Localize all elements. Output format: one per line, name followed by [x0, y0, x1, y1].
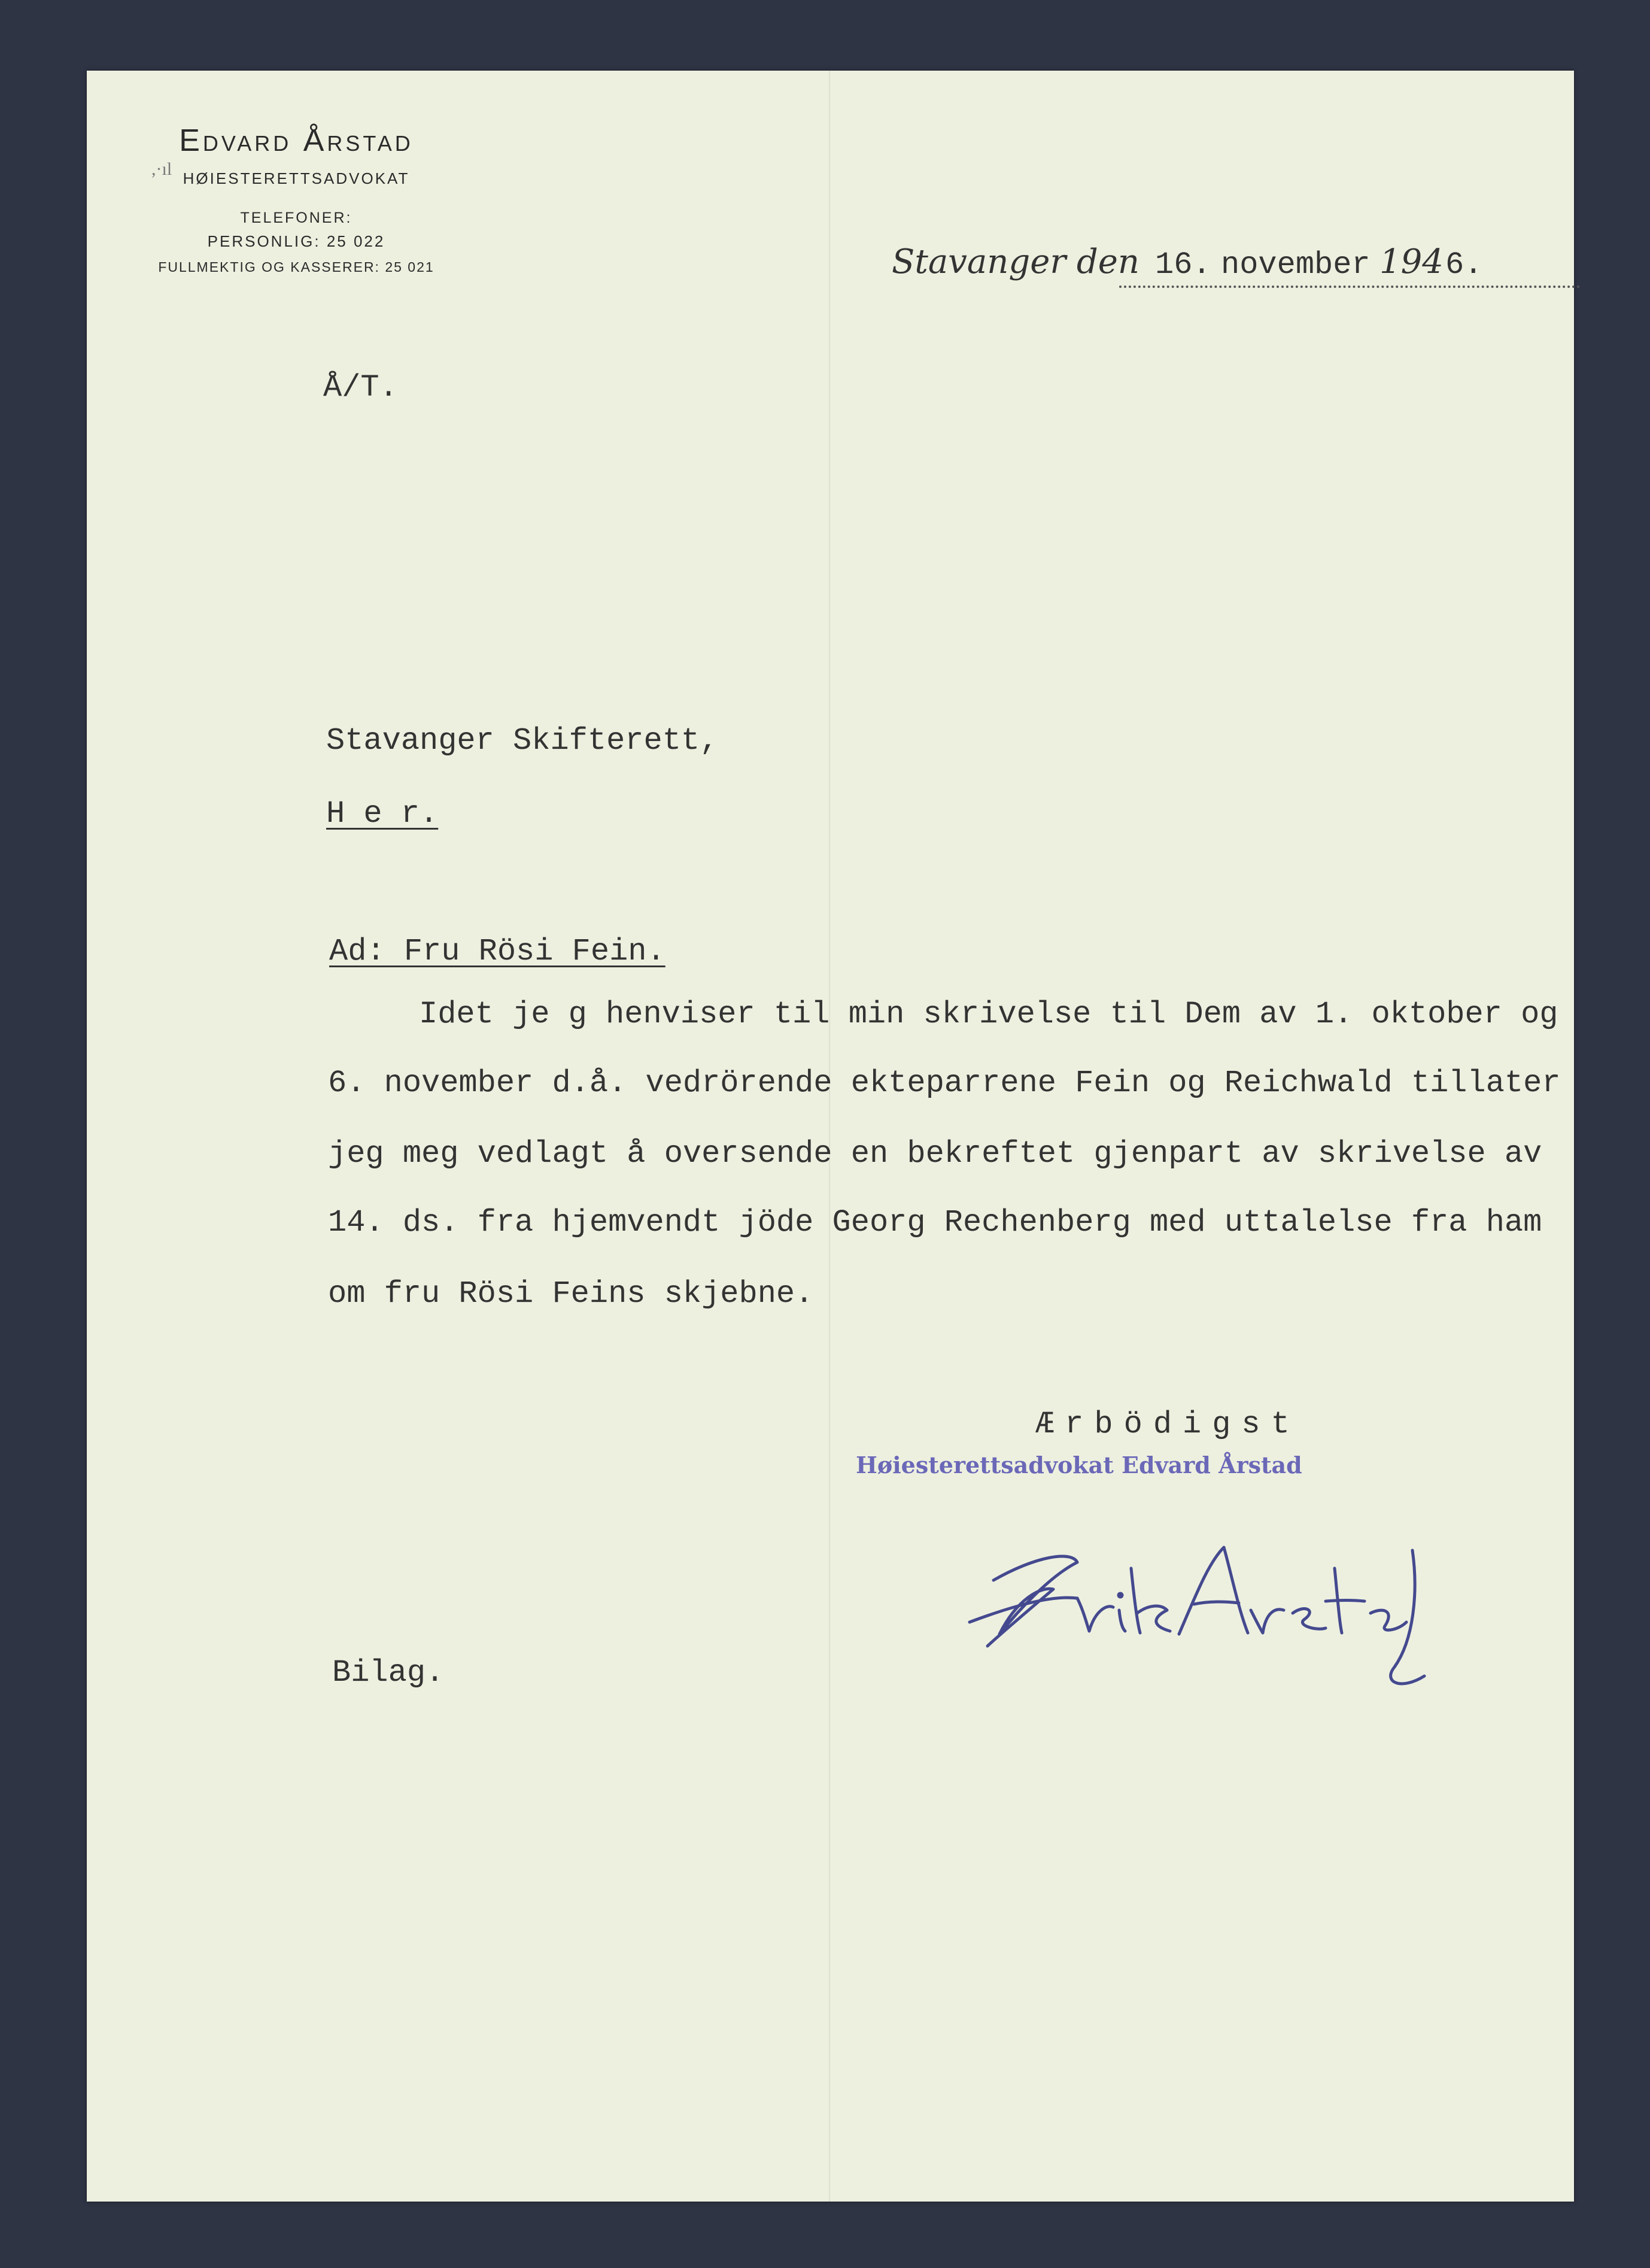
place-date-line — [808, 242, 1496, 296]
corner-pencil-mark: ,·ıl — [151, 159, 172, 179]
date-year-typed: 6. — [1445, 247, 1483, 283]
date-place-printed: Stavanger den — [892, 242, 1139, 281]
closing: Ærbödigst — [1035, 1407, 1300, 1442]
letterhead-name: Edvard Årstad — [179, 123, 414, 158]
reference-code: Å/T. — [323, 370, 398, 405]
letterhead-title: HØIESTERETTSADVOKAT — [183, 169, 410, 187]
ink-stamp: Høiesterettsadvokat Edvard Årstad — [856, 1452, 1302, 1478]
recipient-line-2: H e r. — [326, 796, 439, 831]
enclosure-note: Bilag. — [332, 1655, 445, 1690]
body-line-2: 6. november d.å. vedrörende ekteparrene Fein og Reichwald tillater — [328, 1065, 1561, 1101]
date-dotted-line — [1119, 286, 1580, 288]
letterhead-personlig: PERSONLIG: 25 022 — [207, 232, 385, 250]
date-month: november — [1221, 247, 1371, 283]
recipient-line-1: Stavanger Skifterett, — [326, 723, 719, 758]
handwritten-signature — [898, 1484, 1454, 1736]
letterhead-fullmektig: FULLMEKTIG OG KASSERER: 25 021 — [158, 259, 434, 275]
date-year-printed: 194 — [1379, 242, 1444, 281]
body-line-5: om fru Rösi Feins skjebne. — [328, 1276, 814, 1311]
subject-line: Ad: Fru Rösi Fein. — [329, 934, 666, 969]
body-line-4: 14. ds. fra hjemvendt jöde Georg Rechenberg med uttalelse fra ham — [328, 1205, 1542, 1240]
letterhead-telefoner: TELEFONER: — [240, 210, 353, 226]
date-day: 16. — [1155, 247, 1211, 283]
body-line-3: jeg meg vedlagt å oversende en bekreftet gjenpart av skrivelse av — [328, 1136, 1542, 1171]
body-line-1: Idet je g henviser til min skrivelse til Dem av 1. oktober og — [419, 997, 1558, 1032]
